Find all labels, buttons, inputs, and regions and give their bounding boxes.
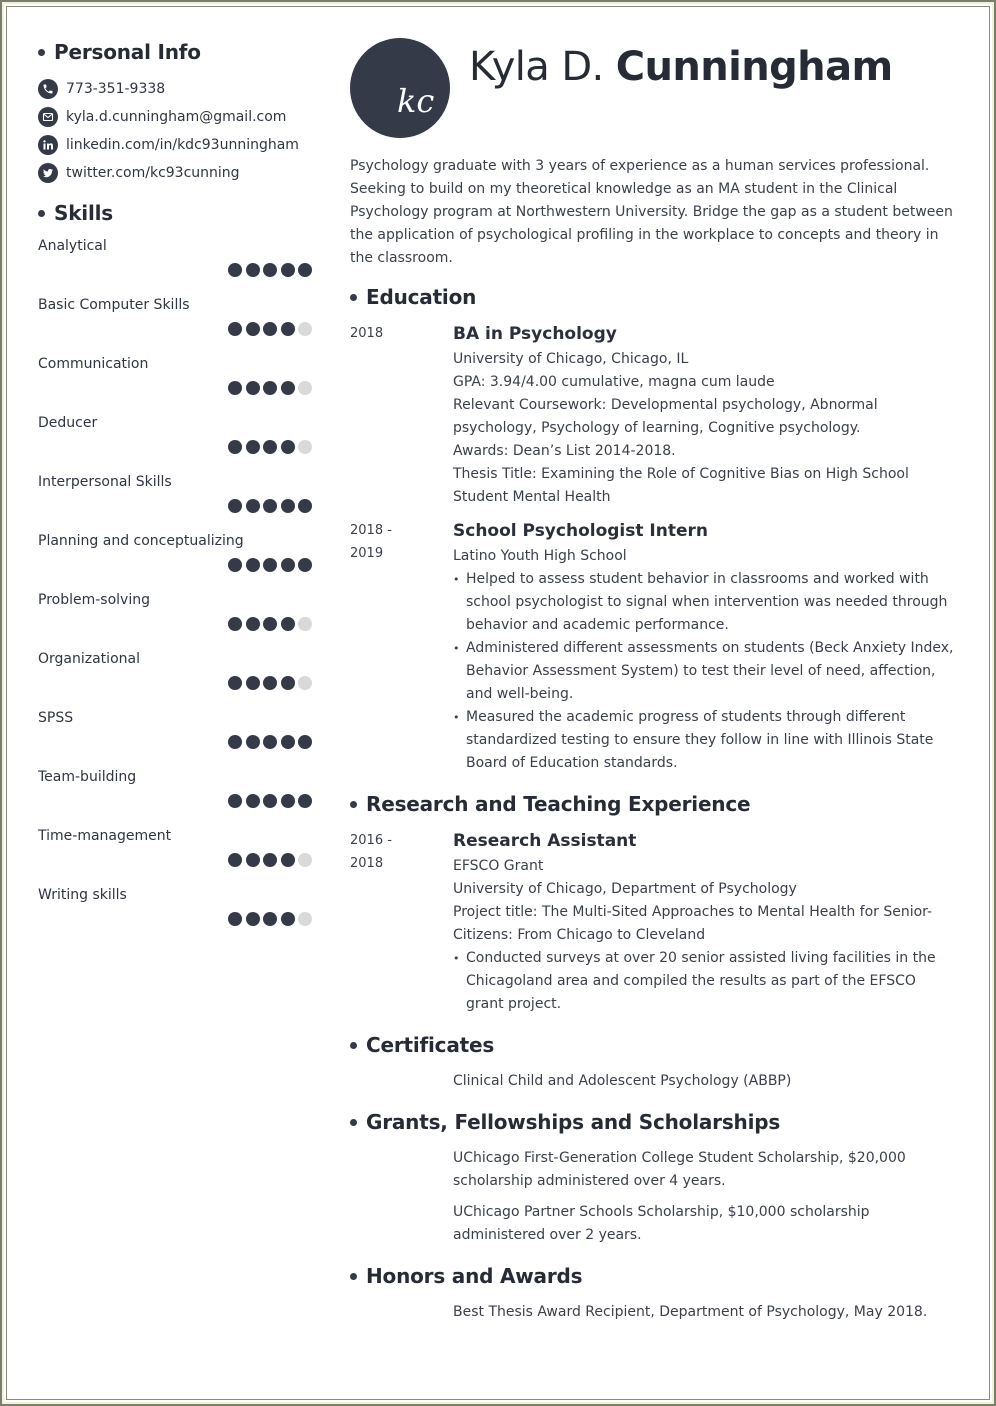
skill-rating — [228, 912, 316, 926]
rating-dot-filled-icon — [228, 853, 242, 867]
rating-dot-filled-icon — [228, 676, 242, 690]
skill-item — [38, 709, 313, 768]
skill-name: Planning and conceptualizing — [38, 533, 244, 549]
rating-dot-filled-icon — [298, 263, 312, 277]
contact-linkedin[interactable] — [38, 131, 313, 159]
rating-dot-filled-icon — [281, 676, 295, 690]
date-end: 2019 — [350, 546, 384, 561]
entry-detail: Awards: Dean’s List 2014-2018. — [453, 443, 676, 459]
bullet-item: • Helped to assess student behavior in classrooms and worked with school psychologist to signal when intervention was needed through behavior and academic performance. — [453, 568, 955, 637]
skill-name: Team-building — [38, 769, 137, 785]
entry-detail: Relevant Coursework: Developmental psychology, Abnormal psychology, Psychology of learning, Cognitive psychology. — [453, 397, 878, 436]
skill-rating — [228, 558, 316, 572]
rating-dot-filled-icon — [246, 676, 260, 690]
skill-name: SPSS — [38, 710, 74, 726]
honors-heading — [350, 1261, 955, 1291]
rating-dot-filled-icon — [228, 263, 242, 277]
rating-dot-filled-icon — [228, 558, 242, 572]
skill-name: Writing skills — [38, 887, 127, 903]
left-column — [38, 40, 313, 945]
skill-name: Time-management — [38, 828, 172, 844]
email-text: kyla.d.cunningham@gmail.com — [66, 109, 287, 125]
rating-dot-filled-icon — [298, 558, 312, 572]
rating-dot-filled-icon — [263, 322, 277, 336]
entry-title: BA in Psychology — [453, 324, 617, 344]
phone-text: 773-351-9338 — [66, 81, 166, 97]
contact-phone[interactable] — [38, 75, 313, 103]
skill-rating — [228, 263, 316, 277]
bullet-item: • Administered different assessments on students (Beck Anxiety Index, Behavior Assessment System) to test their level of need, affection, and well-being. — [453, 637, 955, 706]
rating-dot-filled-icon — [281, 440, 295, 454]
certificates-section — [350, 1030, 955, 1093]
research-title: Research and Teaching Experience — [366, 792, 751, 816]
linkedin-text: linkedin.com/in/kdc93unningham — [66, 137, 299, 153]
entry-item — [350, 829, 955, 1016]
rating-dot-empty-icon — [298, 676, 312, 690]
rating-dot-filled-icon — [246, 794, 260, 808]
skill-name: Deducer — [38, 415, 98, 431]
contact-twitter[interactable] — [38, 159, 313, 187]
rating-dot-filled-icon — [228, 617, 242, 631]
rating-dot-filled-icon — [246, 322, 260, 336]
skill-item — [38, 473, 313, 532]
skill-item — [38, 237, 313, 296]
entry-detail: Thesis Title: Examining the Role of Cognitive Bias on High School Student Mental Health — [453, 466, 909, 505]
skill-rating — [228, 676, 316, 690]
rating-dot-filled-icon — [246, 440, 260, 454]
certificates-list — [453, 1070, 955, 1093]
skill-item — [38, 827, 313, 886]
entry-item — [350, 519, 955, 775]
grants-list — [453, 1147, 955, 1247]
rating-dot-filled-icon — [246, 853, 260, 867]
rating-dot-empty-icon — [298, 617, 312, 631]
rating-dot-filled-icon — [228, 794, 242, 808]
contact-list — [38, 75, 313, 187]
entry-title: Research Assistant — [453, 831, 637, 851]
twitter-text: twitter.com/kc93cunning — [66, 165, 240, 181]
grants-title: Grants, Fellowships and Scholarships — [366, 1110, 781, 1134]
rating-dot-filled-icon — [228, 499, 242, 513]
candidate-name — [469, 44, 893, 90]
date-start: 2018 — [350, 326, 384, 341]
rating-dot-empty-icon — [298, 440, 312, 454]
entry-detail: University of Chicago, Chicago, IL — [453, 351, 689, 367]
rating-dot-filled-icon — [246, 381, 260, 395]
rating-dot-filled-icon — [228, 381, 242, 395]
rating-dot-filled-icon — [263, 912, 277, 926]
education-section — [350, 282, 955, 775]
skill-name: Problem-solving — [38, 592, 150, 608]
rating-dot-filled-icon — [263, 676, 277, 690]
entry-bullets — [453, 947, 955, 1016]
rating-dot-filled-icon — [263, 558, 277, 572]
rating-dot-filled-icon — [281, 263, 295, 277]
grants-item: UChicago First-Generation College Student Scholarship, $20,000 scholarship administered over 4 years. — [453, 1150, 906, 1189]
rating-dot-filled-icon — [263, 440, 277, 454]
rating-dot-filled-icon — [281, 794, 295, 808]
education-title: Education — [366, 285, 477, 309]
personal-info-heading — [38, 40, 313, 64]
skill-rating — [228, 322, 316, 336]
skill-item — [38, 650, 313, 709]
skill-name: Analytical — [38, 238, 107, 254]
skills-heading — [38, 201, 313, 225]
rating-dot-empty-icon — [298, 381, 312, 395]
certificates-title: Certificates — [366, 1033, 495, 1057]
honors-title: Honors and Awards — [366, 1264, 583, 1288]
skills-list — [38, 237, 313, 945]
skill-rating — [228, 381, 316, 395]
skill-item — [38, 591, 313, 650]
skill-item — [38, 414, 313, 473]
rating-dot-filled-icon — [246, 558, 260, 572]
skill-item — [38, 296, 313, 355]
skill-rating — [228, 617, 316, 631]
rating-dot-filled-icon — [281, 735, 295, 749]
section-bullet-icon — [350, 1042, 357, 1049]
entry-body — [453, 322, 955, 509]
rating-dot-filled-icon — [263, 263, 277, 277]
skill-name: Organizational — [38, 651, 140, 667]
skill-item — [38, 532, 313, 591]
entry-detail: EFSCO Grant — [453, 858, 544, 874]
rating-dot-filled-icon — [263, 853, 277, 867]
twitter-icon — [38, 163, 58, 183]
grants-item: UChicago Partner Schools Scholarship, $10,000 scholarship administered over 2 years. — [453, 1204, 870, 1243]
education-heading — [350, 282, 955, 312]
entry-title: School Psychologist Intern — [453, 521, 708, 541]
section-bullet-icon — [38, 210, 45, 217]
rating-dot-filled-icon — [228, 322, 242, 336]
entry-detail: University of Chicago, Department of Psychology — [453, 881, 797, 897]
honors-item: Best Thesis Award Recipient, Department of Psychology, May 2018. — [453, 1304, 928, 1320]
contact-email[interactable] — [38, 103, 313, 131]
skill-item — [38, 768, 313, 827]
rating-dot-filled-icon — [263, 499, 277, 513]
rating-dot-empty-icon — [298, 912, 312, 926]
entry-date — [350, 322, 453, 509]
date-end: 2018 — [350, 856, 384, 871]
rating-dot-filled-icon — [246, 735, 260, 749]
entry-detail: GPA: 3.94/4.00 cumulative, magna cum laude — [453, 374, 775, 390]
skill-rating — [228, 853, 316, 867]
entry-body — [453, 519, 955, 775]
rating-dot-filled-icon — [263, 794, 277, 808]
rating-dot-filled-icon — [298, 499, 312, 513]
research-heading — [350, 789, 955, 819]
rating-dot-filled-icon — [246, 263, 260, 277]
rating-dot-filled-icon — [281, 912, 295, 926]
section-bullet-icon — [38, 49, 45, 56]
rating-dot-filled-icon — [281, 499, 295, 513]
skill-rating — [228, 499, 316, 513]
email-icon — [38, 107, 58, 127]
rating-dot-filled-icon — [263, 617, 277, 631]
grants-section — [350, 1107, 955, 1247]
avatar — [350, 38, 450, 138]
right-column — [350, 155, 955, 1324]
skill-rating — [228, 440, 316, 454]
rating-dot-filled-icon — [281, 558, 295, 572]
phone-icon — [38, 79, 58, 99]
last-name: Cunningham — [615, 44, 893, 90]
entry-body — [453, 829, 955, 1016]
rating-dot-filled-icon — [228, 912, 242, 926]
rating-dot-filled-icon — [281, 381, 295, 395]
honors-section — [350, 1261, 955, 1324]
entry-detail: Latino Youth High School — [453, 548, 627, 564]
section-bullet-icon — [350, 1273, 357, 1280]
skill-item — [38, 886, 313, 945]
section-bullet-icon — [350, 801, 357, 808]
linkedin-icon — [38, 135, 58, 155]
bullet-item: • Measured the academic progress of students through different standardized testing to ensure they follow in line with Illinois State Board of Education standards. — [453, 706, 955, 775]
skill-name: Interpersonal Skills — [38, 474, 172, 490]
date-start: 2018 - — [350, 523, 392, 538]
skill-item — [38, 355, 313, 414]
entry-date — [350, 519, 453, 775]
education-entries — [350, 322, 955, 775]
entry-date — [350, 829, 453, 1016]
honors-list — [453, 1301, 955, 1324]
rating-dot-filled-icon — [228, 735, 242, 749]
rating-dot-filled-icon — [263, 735, 277, 749]
certificates-item: Clinical Child and Adolescent Psychology (ABBP) — [453, 1073, 792, 1089]
rating-dot-filled-icon — [246, 617, 260, 631]
personal-info-title: Personal Info — [54, 40, 201, 64]
entry-item — [350, 322, 955, 509]
rating-dot-filled-icon — [246, 499, 260, 513]
rating-dot-filled-icon — [263, 381, 277, 395]
section-bullet-icon — [350, 1119, 357, 1126]
rating-dot-filled-icon — [281, 853, 295, 867]
skill-name: Basic Computer Skills — [38, 297, 190, 313]
entry-detail: Project title: The Multi-Sited Approaches to Mental Health for Senior-Citizens: From Chicago to Cleveland — [453, 904, 933, 943]
research-entries — [350, 829, 955, 1016]
date-start: 2016 - — [350, 833, 392, 848]
research-section — [350, 789, 955, 1016]
avatar-initials: kc — [397, 82, 435, 120]
section-bullet-icon — [350, 294, 357, 301]
rating-dot-filled-icon — [228, 440, 242, 454]
rating-dot-filled-icon — [298, 794, 312, 808]
rating-dot-empty-icon — [298, 322, 312, 336]
skills-title: Skills — [54, 201, 113, 225]
entry-bullets — [453, 568, 955, 775]
skill-rating — [228, 735, 316, 749]
grants-heading — [350, 1107, 955, 1137]
rating-dot-filled-icon — [246, 912, 260, 926]
skill-rating — [228, 794, 316, 808]
rating-dot-empty-icon — [298, 853, 312, 867]
skill-name: Communication — [38, 356, 149, 372]
certificates-heading — [350, 1030, 955, 1060]
rating-dot-filled-icon — [298, 735, 312, 749]
profile-summary: Psychology graduate with 3 years of experience as a human services professional. Seeking to build on my theoretical knowledge as an MA student in the Clinical Psychology program at Northwestern University. Bridge the gap as a student between the application of psychological profiling in the workplace to concepts and theory in the classroom. — [350, 158, 953, 266]
rating-dot-filled-icon — [281, 322, 295, 336]
bullet-item: • Conducted surveys at over 20 senior assisted living facilities in the Chicagoland area and compiled the results as part of the EFSCO grant project. — [453, 947, 955, 1016]
first-name: Kyla D. — [469, 44, 604, 90]
rating-dot-filled-icon — [281, 617, 295, 631]
